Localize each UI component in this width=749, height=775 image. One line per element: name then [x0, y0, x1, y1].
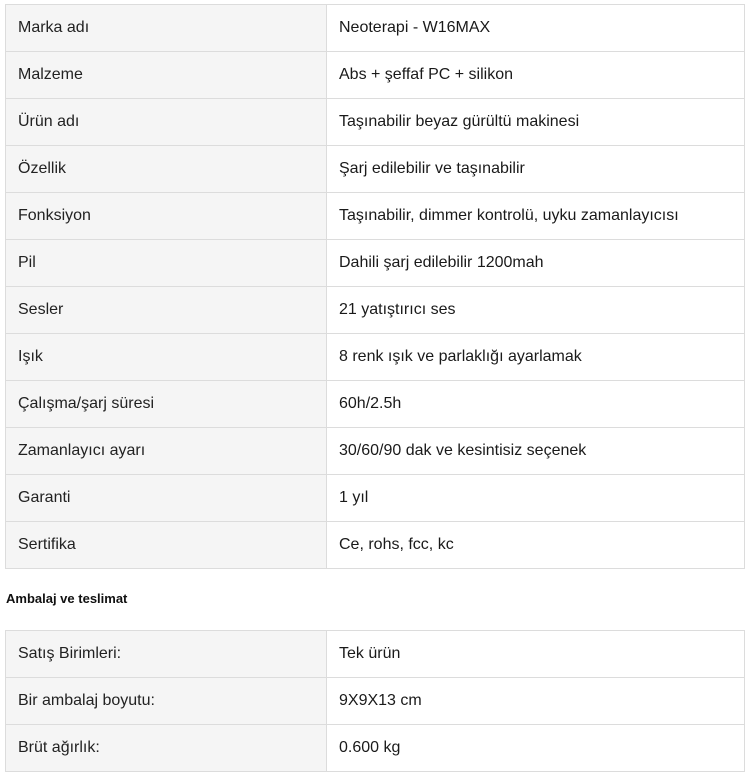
spec-key: Özellik	[6, 146, 327, 193]
spec-key: Garanti	[6, 475, 327, 522]
packaging-value: 0.600 kg	[327, 725, 745, 772]
spec-key: Zamanlayıcı ayarı	[6, 428, 327, 475]
spec-key: Pil	[6, 240, 327, 287]
table-row	[6, 5, 745, 52]
packaging-heading: Ambalaj ve teslimat	[6, 591, 128, 606]
spec-key: Çalışma/şarj süresi	[6, 381, 327, 428]
table-row	[6, 522, 745, 569]
spec-value: 21 yatıştırıcı ses	[327, 287, 745, 334]
table-row	[6, 334, 745, 381]
table-row	[6, 475, 745, 522]
table-row	[6, 678, 745, 725]
spec-value: Abs + şeffaf PC + silikon	[327, 52, 745, 99]
spec-value: Dahili şarj edilebilir 1200mah	[327, 240, 745, 287]
spec-value: 8 renk ışık ve parlaklığı ayarlamak	[327, 334, 745, 381]
spec-key: Marka adı	[6, 5, 327, 52]
spec-key: Sesler	[6, 287, 327, 334]
table-row	[6, 99, 745, 146]
spec-value: Taşınabilir, dimmer kontrolü, uyku zamanlayıcısı	[327, 193, 745, 240]
table-row	[6, 381, 745, 428]
spec-key: Malzeme	[6, 52, 327, 99]
packaging-value: 9X9X13 cm	[327, 678, 745, 725]
spec-key: Ürün adı	[6, 99, 327, 146]
spec-key: Sertifika	[6, 522, 327, 569]
spec-key: Işık	[6, 334, 327, 381]
spec-value: Şarj edilebilir ve taşınabilir	[327, 146, 745, 193]
spec-key: Fonksiyon	[6, 193, 327, 240]
product-spec-table	[5, 4, 745, 569]
packaging-key: Bir ambalaj boyutu:	[6, 678, 327, 725]
packaging-value: Tek ürün	[327, 631, 745, 678]
spec-value: 1 yıl	[327, 475, 745, 522]
table-row	[6, 631, 745, 678]
packaging-table	[5, 630, 745, 772]
table-row	[6, 146, 745, 193]
table-row	[6, 193, 745, 240]
spec-value: 60h/2.5h	[327, 381, 745, 428]
table-row	[6, 52, 745, 99]
spec-value: Ce, rohs, fcc, kc	[327, 522, 745, 569]
spec-value: Taşınabilir beyaz gürültü makinesi	[327, 99, 745, 146]
packaging-key: Brüt ağırlık:	[6, 725, 327, 772]
table-row	[6, 240, 745, 287]
packaging-key: Satış Birimleri:	[6, 631, 327, 678]
table-row	[6, 428, 745, 475]
table-row	[6, 287, 745, 334]
spec-value: 30/60/90 dak ve kesintisiz seçenek	[327, 428, 745, 475]
table-row	[6, 725, 745, 772]
spec-value: Neoterapi - W16MAX	[327, 5, 745, 52]
